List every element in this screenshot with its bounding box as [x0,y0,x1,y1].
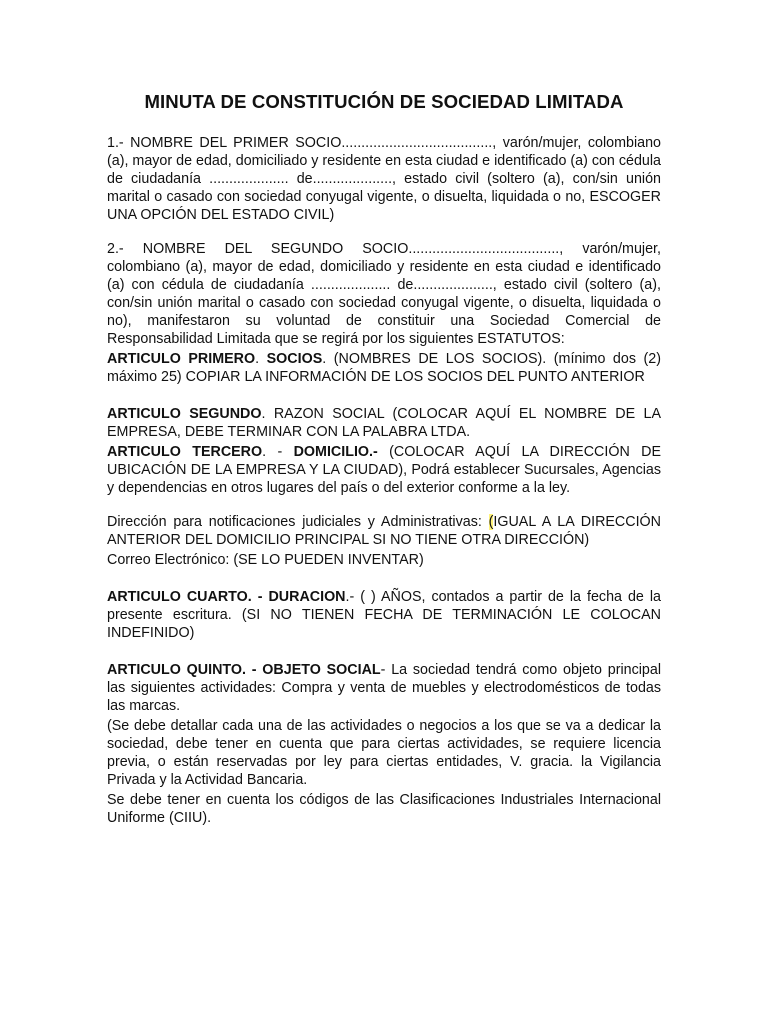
notificaciones-paragraph [107,513,661,549]
articulo-primero-sep: . [255,351,267,367]
articulo-quinto-text: - La sociedad tendrá como objeto principal las siguientes actividades: Compra y venta de muebles y electrodomésticos de todas las marcas. [107,662,662,714]
ciiu-paragraph: Se debe tener en cuenta los códigos de las Clasificaciones Industriales Internacional Uniforme (CIIU). [107,792,661,826]
articulo-cuarto-text: .- ( ) AÑOS, contados a partir de la fecha de la presente escritura. (SI NO TIENEN FECHA DE TERMINACIÓN LE COLOCAN INDEFINIDO) [107,589,661,641]
articulo-segundo-label: ARTICULO SEGUNDO [107,406,262,422]
articulo-primero-text: . (NOMBRES DE LOS SOCIOS). (mínimo dos (2) máximo 25) COPIAR LA INFORMACIÓN DE LOS SOCIOS DEL PUNTO ANTERIOR [107,351,661,385]
articulo-cuarto-label: ARTICULO CUARTO. - DURACION [107,589,346,605]
articulo-tercero [107,443,661,497]
articulo-quinto-label: ARTICULO QUINTO. - OBJETO SOCIAL [107,662,381,678]
articulo-tercero-sep: . - [262,444,294,460]
detalle-paragraph: (Se debe detallar cada una de las actividades o negocios a los que se va a dedicar la sociedad, debe tener en cuenta que para ciertas actividades, se requiere licencia previa, o están reservadas por ley para ciertas entidades, V. gracia. la Vigilancia Privada y la Actividad Bancaria. [107,718,661,788]
correo-paragraph: Correo Electrónico: (SE LO PUEDEN INVENTAR) [107,552,424,568]
articulo-segundo [107,405,661,441]
articulo-primero-head: SOCIOS [266,351,323,367]
articulo-primero-label: ARTICULO PRIMERO [107,351,256,367]
articulo-tercero-label: ARTICULO TERCERO [107,444,263,460]
articulo-tercero-text: (COLOCAR AQUÍ LA DIRECCIÓN DE UBICACIÓN DE LA EMPRESA Y LA CIUDAD), Podrá establecer Sucursales, Agencias y dependencias en otros lugares del país o del exterior conforme a la ley. [107,444,661,496]
articulo-primero [107,350,661,386]
articulo-quinto [107,661,661,715]
socio1-paragraph: 1.- NOMBRE DEL PRIMER SOCIO......................................, varón/mujer, colombiano (a), mayor de edad, domiciliado y residente en esta ciudad e identificado (a) con cédula de ciudadanía .................... de...................., estado civil (soltero (a), con/sin unión marital o casado con sociedad conyugal vigente, o disuelta, liquidada o no, ESCOGER UNA OPCIÓN DEL ESTADO CIVIL) [107,135,661,223]
document-title: MINUTA DE CONSTITUCIÓN DE SOCIEDAD LIMITADA [144,91,624,112]
notificaciones-post: IGUAL A LA DIRECCIÓN ANTERIOR DEL DOMICILIO PRINCIPAL SI NO TIENE OTRA DIRECCIÓN) [107,514,662,548]
highlighted-paren: ( [488,514,494,530]
articulo-cuarto [107,588,661,642]
articulo-segundo-text: . RAZON SOCIAL (COLOCAR AQUÍ EL NOMBRE DE LA EMPRESA, DEBE TERMINAR CON LA PALABRA LTDA. [107,406,661,440]
document-page [107,90,661,827]
socio2-paragraph: 2.- NOMBRE DEL SEGUNDO SOCIO......................................, varón/mujer, colombiano (a), mayor de edad, domiciliado y residente en esta ciudad e identificado (a) con cédula de ciudadanía .................... de...................., estado civil (soltero (a), con/sin unión marital o casado con sociedad conyugal vigente, o disuelta, liquidada o no), manifestaron su voluntad de constituir una Sociedad Comercial de Responsabilidad Limitada que se regirá por los siguientes ESTATUTOS: [107,241,661,347]
articulo-tercero-head: DOMICILIO.- [293,444,378,460]
notificaciones-pre: Dirección para notificaciones judiciales y Administrativas: [107,514,489,530]
